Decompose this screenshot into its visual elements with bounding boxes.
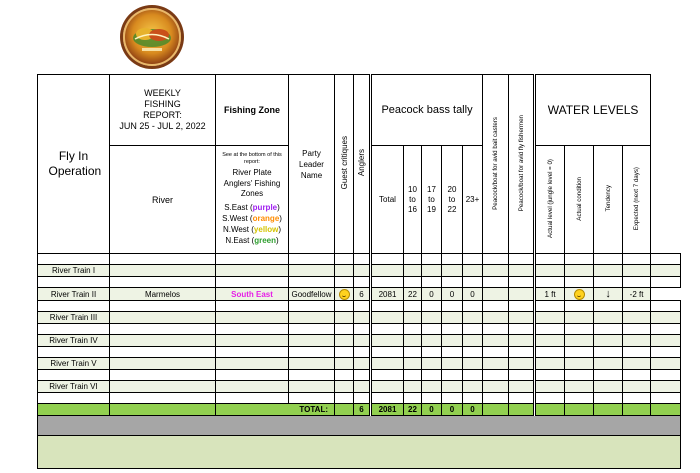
actual-level-header: Actual level (jungle level = 0) xyxy=(535,146,565,254)
tendency-down-arrow-icon: ↓ xyxy=(594,288,623,301)
peacock-bass-tally-header: Peacock bass tally xyxy=(371,75,483,146)
party-leader-header: Party Leader Name xyxy=(289,75,335,254)
operation-name: River Train I xyxy=(38,265,110,277)
tally-total-value: 2081 xyxy=(371,288,404,301)
total-label: TOTAL: xyxy=(216,404,335,416)
tally-17-19-value: 0 xyxy=(422,288,442,301)
fly-in-operation-header: Fly In Operation xyxy=(38,75,110,254)
zone-north-east: N.East (green) xyxy=(225,235,279,245)
fly-fishermen-value xyxy=(509,288,535,301)
tally-20-22-value: 0 xyxy=(442,288,463,301)
totals-row xyxy=(38,404,681,416)
total-23-plus: 0 xyxy=(463,404,483,416)
tally-total-header: Total xyxy=(371,146,404,254)
zones-legend: See at the bottom of this report: River Plate Anglers' Fishing Zones S.East (purple) S.West (orange) N.West (yellow) N.East (green) xyxy=(216,146,289,254)
bait-casters-header: Peacock/boat for avid bait casters xyxy=(483,75,509,254)
river-name: Marmelos xyxy=(110,288,216,301)
tally-23-plus-value: 0 xyxy=(463,288,483,301)
zone-south-east: S.East (purple) xyxy=(224,202,280,212)
total-anglers: 6 xyxy=(354,404,371,416)
tendency-header: Tendency xyxy=(594,146,623,254)
guest-critiques-header: Guest critiques xyxy=(335,75,354,254)
total-10-16: 22 xyxy=(404,404,422,416)
fly-fishermen-header: Peacock/boat for avid fly fishermen xyxy=(509,75,535,254)
fishing-zone-value: South East xyxy=(216,288,289,301)
total-20-22: 0 xyxy=(442,404,463,416)
anglers-value: 6 xyxy=(354,288,371,301)
tally-23-plus-header: 23+ xyxy=(463,146,483,254)
operation-name: River Train IV xyxy=(38,335,110,347)
total-17-19: 0 xyxy=(422,404,442,416)
smiley-face-icon xyxy=(339,289,350,300)
notes-band xyxy=(38,436,681,469)
gray-band xyxy=(38,416,681,436)
zones-title: River Plate Anglers' Fishing Zones xyxy=(223,168,281,198)
guest-critique-cell xyxy=(335,288,354,301)
operation-name: River Train V xyxy=(38,358,110,370)
table-row xyxy=(38,288,681,301)
expected-value: -2 ft xyxy=(623,288,651,301)
actual-condition-header: Actual condition xyxy=(565,146,594,254)
river-plate-logo xyxy=(123,8,181,66)
table-row xyxy=(38,335,681,347)
river-header: River xyxy=(110,146,216,254)
actual-condition-cell xyxy=(565,288,594,301)
actual-level-value: 1 ft xyxy=(535,288,565,301)
report-dates: JUN 25 - JUL 2, 2022 xyxy=(119,121,206,131)
fishing-zone-header: Fishing Zone xyxy=(216,75,289,146)
report-title: WEEKLY FISHING REPORT: xyxy=(143,88,182,120)
operation-name: River Train III xyxy=(38,312,110,324)
table-row xyxy=(38,265,681,277)
table-row xyxy=(38,312,681,324)
smiley-face-icon xyxy=(574,289,585,300)
tally-20-22-header: 20 to 22 xyxy=(442,146,463,254)
tally-17-19-header: 17 to 19 xyxy=(422,146,442,254)
table-row xyxy=(38,358,681,370)
report-title-cell xyxy=(110,75,216,146)
tally-10-16-value: 22 xyxy=(404,288,422,301)
weekly-fishing-report-table xyxy=(37,74,681,469)
bait-casters-value xyxy=(483,288,509,301)
expected-header: Expected (next 7 days) xyxy=(623,146,651,254)
anglers-header: Anglers xyxy=(354,75,371,254)
tally-10-16-header: 10 to 16 xyxy=(404,146,422,254)
operation-name: River Train II xyxy=(38,288,110,301)
table-row xyxy=(38,381,681,393)
party-leader-value: Goodfellow xyxy=(289,288,335,301)
zone-north-west: N.West (yellow) xyxy=(222,224,282,234)
zone-south-west: S.West (orange) xyxy=(222,213,282,223)
total-tally: 2081 xyxy=(371,404,404,416)
water-levels-header: WATER LEVELS xyxy=(535,75,651,146)
operation-name: River Train VI xyxy=(38,381,110,393)
